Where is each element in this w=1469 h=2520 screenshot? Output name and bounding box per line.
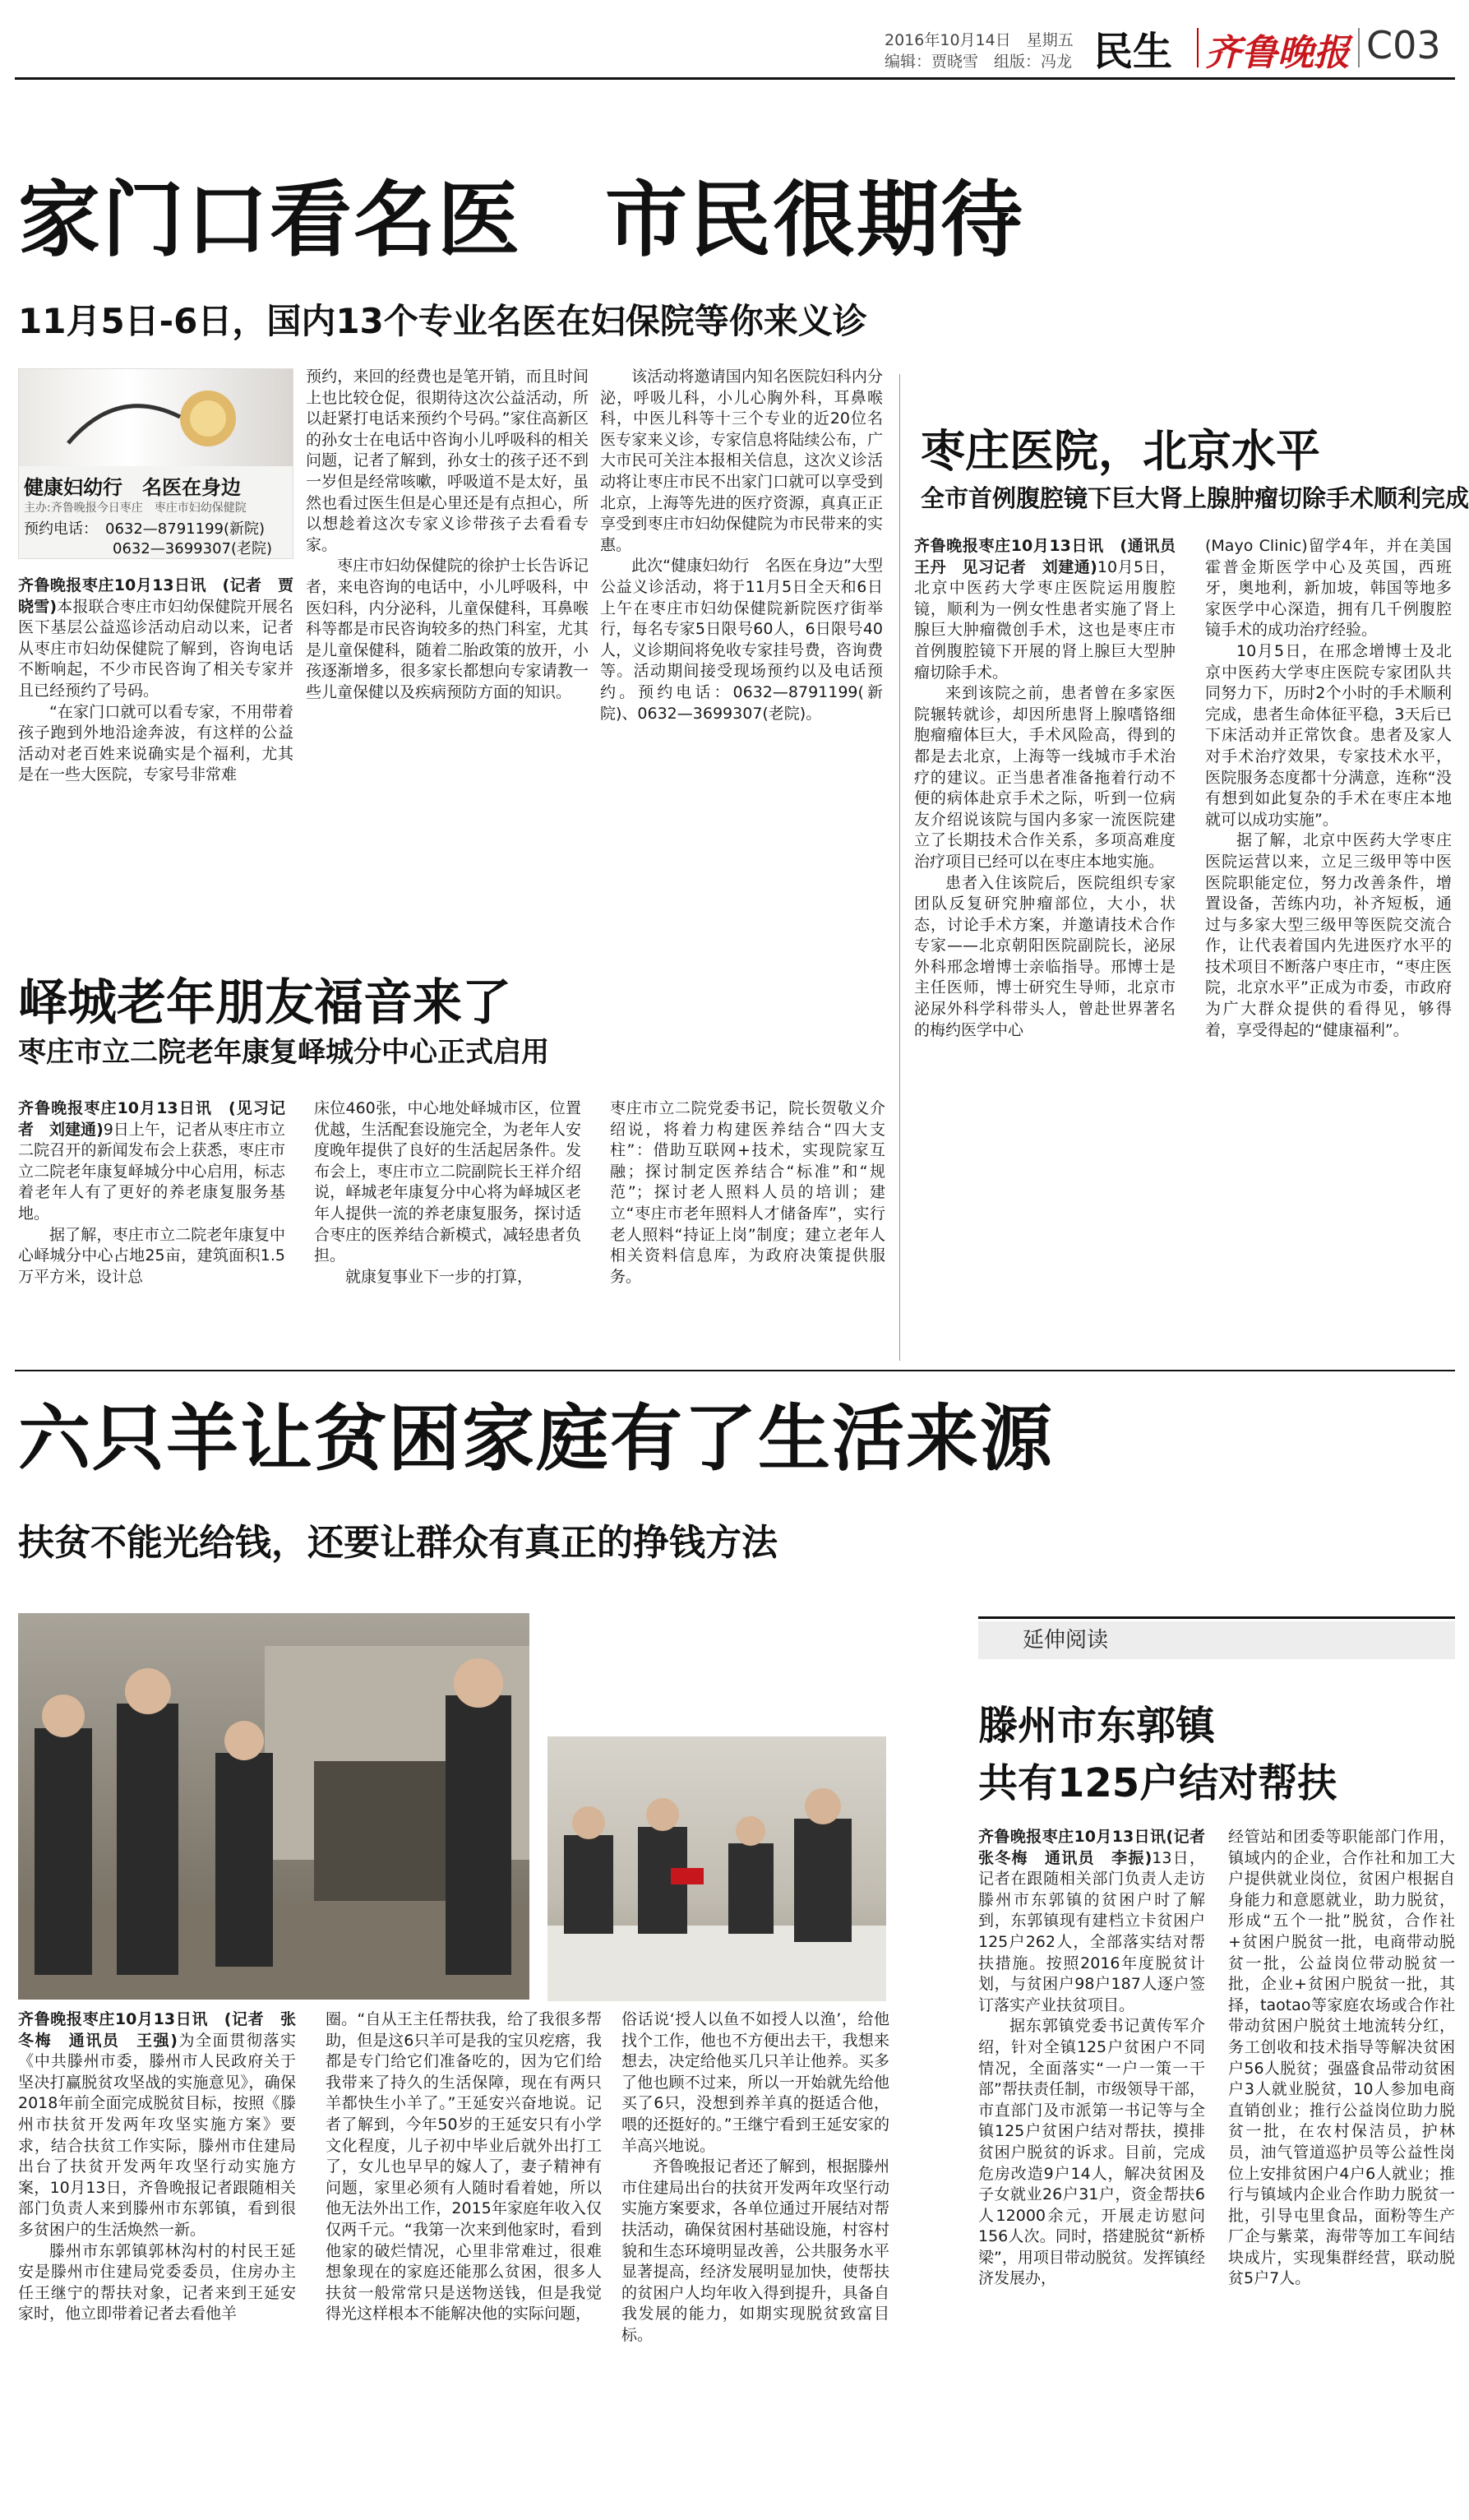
a3-paragraph: 枣庄市立二院党委书记，院长贺敬义介绍说，将着力构建医养结合“四大支柱”：借助互联网+技术，实现院家互融；探讨制定医养结合“标准”和“规范”；探讨老人照料人员的培训；建立“枣庄市老年照料人才储备库”，实行老人照料“持证上岗”制度；建立老年人相关资料信息库，为政府决策提供服务。 <box>610 1099 885 1286</box>
a5-paragraph: 据东郭镇党委书记黄传军介绍，针对全镇125户贫困户不同情况，全面落实“一户一策一干部”帮扶责任制，市级领导干部，市直部门及市派第一书记等与全镇125户贫困户结对帮扶，摸排贫困户脱贫的诉求。目前，完成危房改造9户14人，解决贫困及子女就业26户31户，资金帮扶6人12000余元，开展走访慰问156人次。同时，搭建脱贫“新桥梁”，用项目带动脱贫。发挥镇经济发展办， <box>978 2017 1205 2288</box>
a2-title: 枣庄医院，北京水平 <box>921 425 1320 477</box>
a4-column-3 <box>621 2009 889 2513</box>
a1-paragraph: 该活动将邀请国内知名医院妇科内分泌，呼吸儿科，小儿心胸外科，耳鼻喉科，中医儿科等十三个专业的近20位名医专家来义诊，专家信息将陆续公布，广大市民可关注本报相关信息，这次义诊活动将让枣庄市民不出家门口就可以享受到北京，上海等先进的医疗资源，真真正正享受到枣庄市妇幼保健院为市民带来的实惠。 <box>600 368 883 554</box>
a1-paragraph: 本报联合枣庄市妇幼保健院开展名医下基层公益巡诊活动启动以来，记者从枣庄市妇幼保健院了解到，咨询电话不断响起，不少市民咨询了相关专家并且已经预约了号码。 <box>18 597 293 700</box>
a2-paragraph: 10月5日，北京中医药大学枣庄医院运用腹腔镜，顺利为一例女性患者实施了肾上腺巨大肿瘤微创手术，这也是枣庄市首例腹腔镜下开展的肾上腺巨大型肿瘤切除手术。 <box>914 557 1176 682</box>
a1-column-1 <box>18 576 293 896</box>
masthead-divider <box>1358 28 1360 67</box>
a5-dateline: 齐鲁晚报枣庄10月13日讯(记者 张冬梅 通讯员 李振) <box>978 1828 1222 1867</box>
a1-title: 家门口看名医 市民很期待 <box>18 172 1024 268</box>
a5-title-line-1: 滕州市东郭镇 <box>978 1703 1216 1749</box>
a3-subtitle: 枣庄市立二院老年康复峄城分中心正式启用 <box>18 1036 549 1069</box>
masthead-rule <box>15 77 1455 80</box>
masthead-editor: 编辑：贾晓雪 组版：冯龙 <box>885 53 1073 71</box>
a4-subtitle: 扶贫不能光给钱，还要让群众有真正的挣钱方法 <box>18 1522 778 1564</box>
a2-dateline: 齐鲁晚报枣庄10月13日讯 (通讯员 王丹 见习记者 刘建通) <box>914 537 1192 576</box>
a2-paragraph: 患者入住该院后，医院组织专家团队反复研究肿瘤部位，大小，状态，讨论手术方案，并邀请技术合作专家——北京朝阳医院副院长，泌尿外科邢念增博士亲临指导。邢博士是主任医师，博士研究生导师，北京市泌尿外科学科带头人，曾赴世界著名的梅约医学中心 <box>914 873 1176 1039</box>
stethoscope-icon <box>19 369 293 466</box>
banner-phone-2: 0632—3699307(老院) <box>24 540 273 557</box>
a3-title: 峄城老年朋友福音来了 <box>18 974 511 1032</box>
a4-paragraph: 俗话说‘授人以鱼不如授人以渔’，给他找个工作，他也不方便出去干，我想来想去，决定给他买几只羊让他养。买多了他也顾不过来，所以一开始就先给他买了6只，没想到养羊真的挺适合他，喂的还挺好的。”王继宁看到王延安家的羊高兴地说。 <box>621 2010 889 2155</box>
section-name: 民生 <box>1093 29 1173 75</box>
a4-dateline: 齐鲁晚报枣庄10月13日讯 (记者 张冬梅 通讯员 王强) <box>18 2010 296 2050</box>
a1-paragraph: 预约，来回的经费也是笔开销，而且时间上也比较仓促，很期待这次公益活动，所以赶紧打电话来预约个号码。”家住高新区的孙女士在电话中咨询小儿呼吸科的相关问题，记者了解到，孙女士的孩子还不到一岁但是经常咳嗽，呼吸道不是太好，虽然也看过医生但是心里还是有点担心，所以想趁着这次专家义诊带孩子去看看专家。 <box>306 368 589 554</box>
a3-paragraph: 据了解，枣庄市立二院老年康复中心峄城分中心占地25亩，建筑面积1.5万平方米，设计总 <box>18 1225 285 1286</box>
a1-paragraph: 此次“健康妇幼行 名医在身边”大型公益义诊活动，将于11月5日全天和6日上午在枣庄市妇幼保健院新院医疗街举行，每名专家5日限号60人，6日限号40人，义诊期间将免收专家挂号费，咨询费等。活动期间接受现场预约以及电话预约。预约电话：0632—8791199(新院)、0632—3699307(老院)。 <box>600 557 883 723</box>
a4-paragraph: 圈。“自从王主任帮扶我，给了我很多帮助，但是这6只羊可是我的宝贝疙瘩，我都是专门给它们准备吃的，因为它们给我带来了持久的生活保障，现在有两只羊都快生小羊了。”王延安兴奋地说。记者了解到，今年50岁的王延安只有小学文化程度，儿子初中毕业后就外出打工了，女儿也早早的嫁人了，妻子精神有问题，家里必须有人随时看着她，所以他无法外出工作，2015年家庭年收入仅仅两千元。“我第一次来到他家时，看到他家的破烂情况，心里非常难过，很难想象现在的家庭还能那么贫困，很多人扶贫一般常常只是送物送钱，但是我觉得光这样根本不能解决他的实际问题， <box>326 2010 602 2323</box>
meeting-illustration <box>547 1736 886 2001</box>
a5-kicker: 延伸阅读 <box>978 1621 1455 1659</box>
banner-phone-1: 预约电话： 0632—8791199(新院) <box>24 520 266 538</box>
sheep-pen-photo <box>18 1613 529 2000</box>
page-number: C03 <box>1366 23 1441 67</box>
banner-organizer: 主办:齐鲁晚报今日枣庄 枣庄市妇幼保健院 <box>24 502 247 515</box>
a2-subtitle: 全市首例腹腔镜下巨大肾上腺肿瘤切除手术顺利完成 <box>921 484 1469 512</box>
a2-paragraph: 来到该院之前，患者曾在多家医院辗转就诊，却因所患肾上腺嗜铬细胞瘤瘤体巨大，手术风险高，得到的都是去北京，上海等一线城市手术治疗的建议。正当患者准备拖着行动不便的病体赴京手术之际，听到一位病友介绍说该院与国内多家一流医院建立了长期技术合作关系，多项高难度治疗项目已经可以在枣庄本地实施。 <box>914 684 1176 871</box>
section-rule <box>15 1370 1455 1371</box>
a5-paragraph: 经管站和团委等职能部门作用，镇域内的企业，合作社和加工大户提供就业岗位，贫困户根据自身能力和意愿就业，助力脱贫，形成“五个一批”脱贫，合作社+贫困户脱贫一批，电商带动脱贫一批，公益岗位带动脱贫一批，企业+贫困户脱贫一批，其择，taotao等家庭农场或合作社带动贫困户脱贫土地流转分红，务工创收和技术指导等解决贫困户56人脱贫；强盛食品带动贫困户3人就业脱贫，10人参加电商直销创业；推行公益岗位助力脱贫一批，在农村保洁员，护林员，油气管道巡护员等公益性岗位上安排贫困户4户6人就业；推行与镇域内企业合作助力脱贫一批，引导屯里食品，面粉等生产厂企与紫菜，海带等加工车间结块成片，实现集群经营，联动脱贫5户7人。 <box>1228 1828 1455 2288</box>
brand-logo: 齐鲁晚报 <box>1205 32 1350 74</box>
a5-paragraph: 13日，记者在跟随相关部门负责人走访滕州市东郭镇的贫困户时了解到，东郭镇现有建档立卡贫困户125户262人，全部落实结对帮扶措施。按照2016年度脱贫计划，与贫困户98户187人逐户签订落实产业扶贫项目。 <box>978 1848 1205 2014</box>
a1-column-2 <box>306 367 589 896</box>
a3-column-2 <box>314 1098 581 1345</box>
a2-column-1 <box>914 536 1192 1358</box>
a4-column-2 <box>326 2009 602 2513</box>
banner-slogan: 健康妇幼行 名医在身边 <box>24 476 241 499</box>
a4-title: 六只羊让贫困家庭有了生活来源 <box>18 1396 1055 1481</box>
a1-event-banner <box>18 368 293 559</box>
a2-paragraph: 10月5日，在邢念增博士及北京中医药大学枣庄医院专家团队共同努力下，历时2个小时的手术顺利完成，患者生命体征平稳，3天后已下床活动并正常饮食。患者及家人对手术治疗效果，专家技术水平，医院服务态度都十分满意，连称“没有想到如此复杂的手术在枣庄本地就可以成功实施”。 <box>1205 641 1452 829</box>
masthead-divider <box>1197 28 1199 67</box>
a4-column-1 <box>18 2009 296 2513</box>
a5-column-1 <box>978 1827 1222 2514</box>
column-rule <box>899 374 900 1361</box>
a3-column-3 <box>610 1098 885 1345</box>
sidebar-rule <box>978 1616 1455 1619</box>
a1-paragraph: 枣庄市妇幼保健院的徐护士长告诉记者，来电咨询的电话中，小儿呼吸科，中医妇科，内分泌科，儿童保健科，耳鼻喉科等都是市民咨询较多的热门科室，尤其是儿童保健科，随着二胎政策的放开，小孩逐渐增多，很多家长都想向专家请教一些儿童保健以及疾病预防方面的知识。 <box>306 557 589 701</box>
a5-column-2 <box>1228 1827 1455 2514</box>
stethoscope-photo <box>19 369 293 466</box>
a1-dateline: 齐鲁晚报枣庄10月13日讯 (记者 贾晓雪) <box>18 576 293 616</box>
a4-paragraph: 齐鲁晚报记者还了解到，根据滕州市住建局出台的扶贫开发两年攻坚行动实施方案要求，各单位通过开展结对帮扶活动，确保贫困村基础设施，村容村貌和生态环境明显改善，公共服务水平显著提高，经济发展明显加快，使帮扶的贫困户人均年收入得到提升，具备自我发展的能力，如期实现脱贫致富目标。 <box>621 2157 889 2344</box>
a3-column-1 <box>18 1098 285 1345</box>
a5-title-line-2: 共有125户结对帮扶 <box>978 1760 1337 1806</box>
home-visit-photo <box>547 1736 886 2001</box>
a2-column-2 <box>1205 536 1452 1358</box>
a1-paragraph: “在家门口就可以看专家，不用带着孩子跑到外地沿途奔波，有这样的公益活动对老百姓来说确实是个福利，尤其是在一些大医院，专家号非常难 <box>18 702 293 784</box>
a4-paragraph: 为全面贯彻落实《中共滕州市委，滕州市人民政府关于坚决打赢脱贫攻坚战的实施意见》，确保2018年前全面完成脱贫目标，按照《滕州市扶贫开发两年攻坚实施方案》要求，结合扶贫工作实际，滕州市住建局出台了扶贫开发两年攻坚行动实施方案，10月13日，齐鲁晚报记者跟随相关部门负责人来到滕州市东郭镇，看到很多贫困户的生活焕然一新。 <box>18 2031 296 2239</box>
a2-paragraph: 据了解，北京中医药大学枣庄医院运营以来，立足三级甲等中医医院职能定位，努力改善条件，增置设备，苦练内功，补齐短板，通过与多家大型三级甲等医院交流合作，让代表着国内先进医疗水平的技术项目不断落户枣庄市，“枣庄医院，北京水平”正成为市委，市政府为广大群众提供的看得见，够得着，享受得起的“健康福利”。 <box>1205 831 1452 1039</box>
a3-paragraph: 9日上午，记者从枣庄市立二院召开的新闻发布会上获悉，枣庄市立二院老年康复峄城分中心启用，标志着老年人有了更好的养老康复服务基地。 <box>18 1120 286 1223</box>
a3-paragraph: 床位460张，中心地处峄城市区，位置优越，生活配套设施完全，为老年人安度晚年提供了良好的生活起居条件。发布会上，枣庄市立二院副院长王祥介绍说，峄城老年康复分中心将为峄城区老年人提供一流的养老康复服务，探讨适合枣庄的医养结合新模式，减轻患者负担。 <box>314 1099 581 1265</box>
a2-paragraph: (Mayo Clinic)留学4年，并在美国霍普金斯医学中心及英国，西班牙，奥地利，新加坡，韩国等地多家医学中心深造，拥有几千例腹腔镜手术的成功治疗经验。 <box>1205 537 1452 640</box>
a3-dateline: 齐鲁晚报枣庄10月13日讯 (见习记者 刘建通) <box>18 1099 285 1139</box>
masthead-dateline: 2016年10月14日 星期五 <box>885 31 1074 49</box>
a4-paragraph: 滕州市东郭镇郭林沟村的村民王延安是滕州市住建局党委委员，住房办主任王继宁的帮扶对象，记者来到王延安家时，他立即带着记者去看他羊 <box>18 2241 296 2323</box>
a1-column-3 <box>600 367 883 896</box>
people-illustration <box>18 1613 529 2000</box>
a1-subtitle: 11月5日-6日，国内13个专业名医在妇保院等你来义诊 <box>18 301 867 341</box>
a3-paragraph: 就康复事业下一步的打算， <box>345 1267 534 1286</box>
